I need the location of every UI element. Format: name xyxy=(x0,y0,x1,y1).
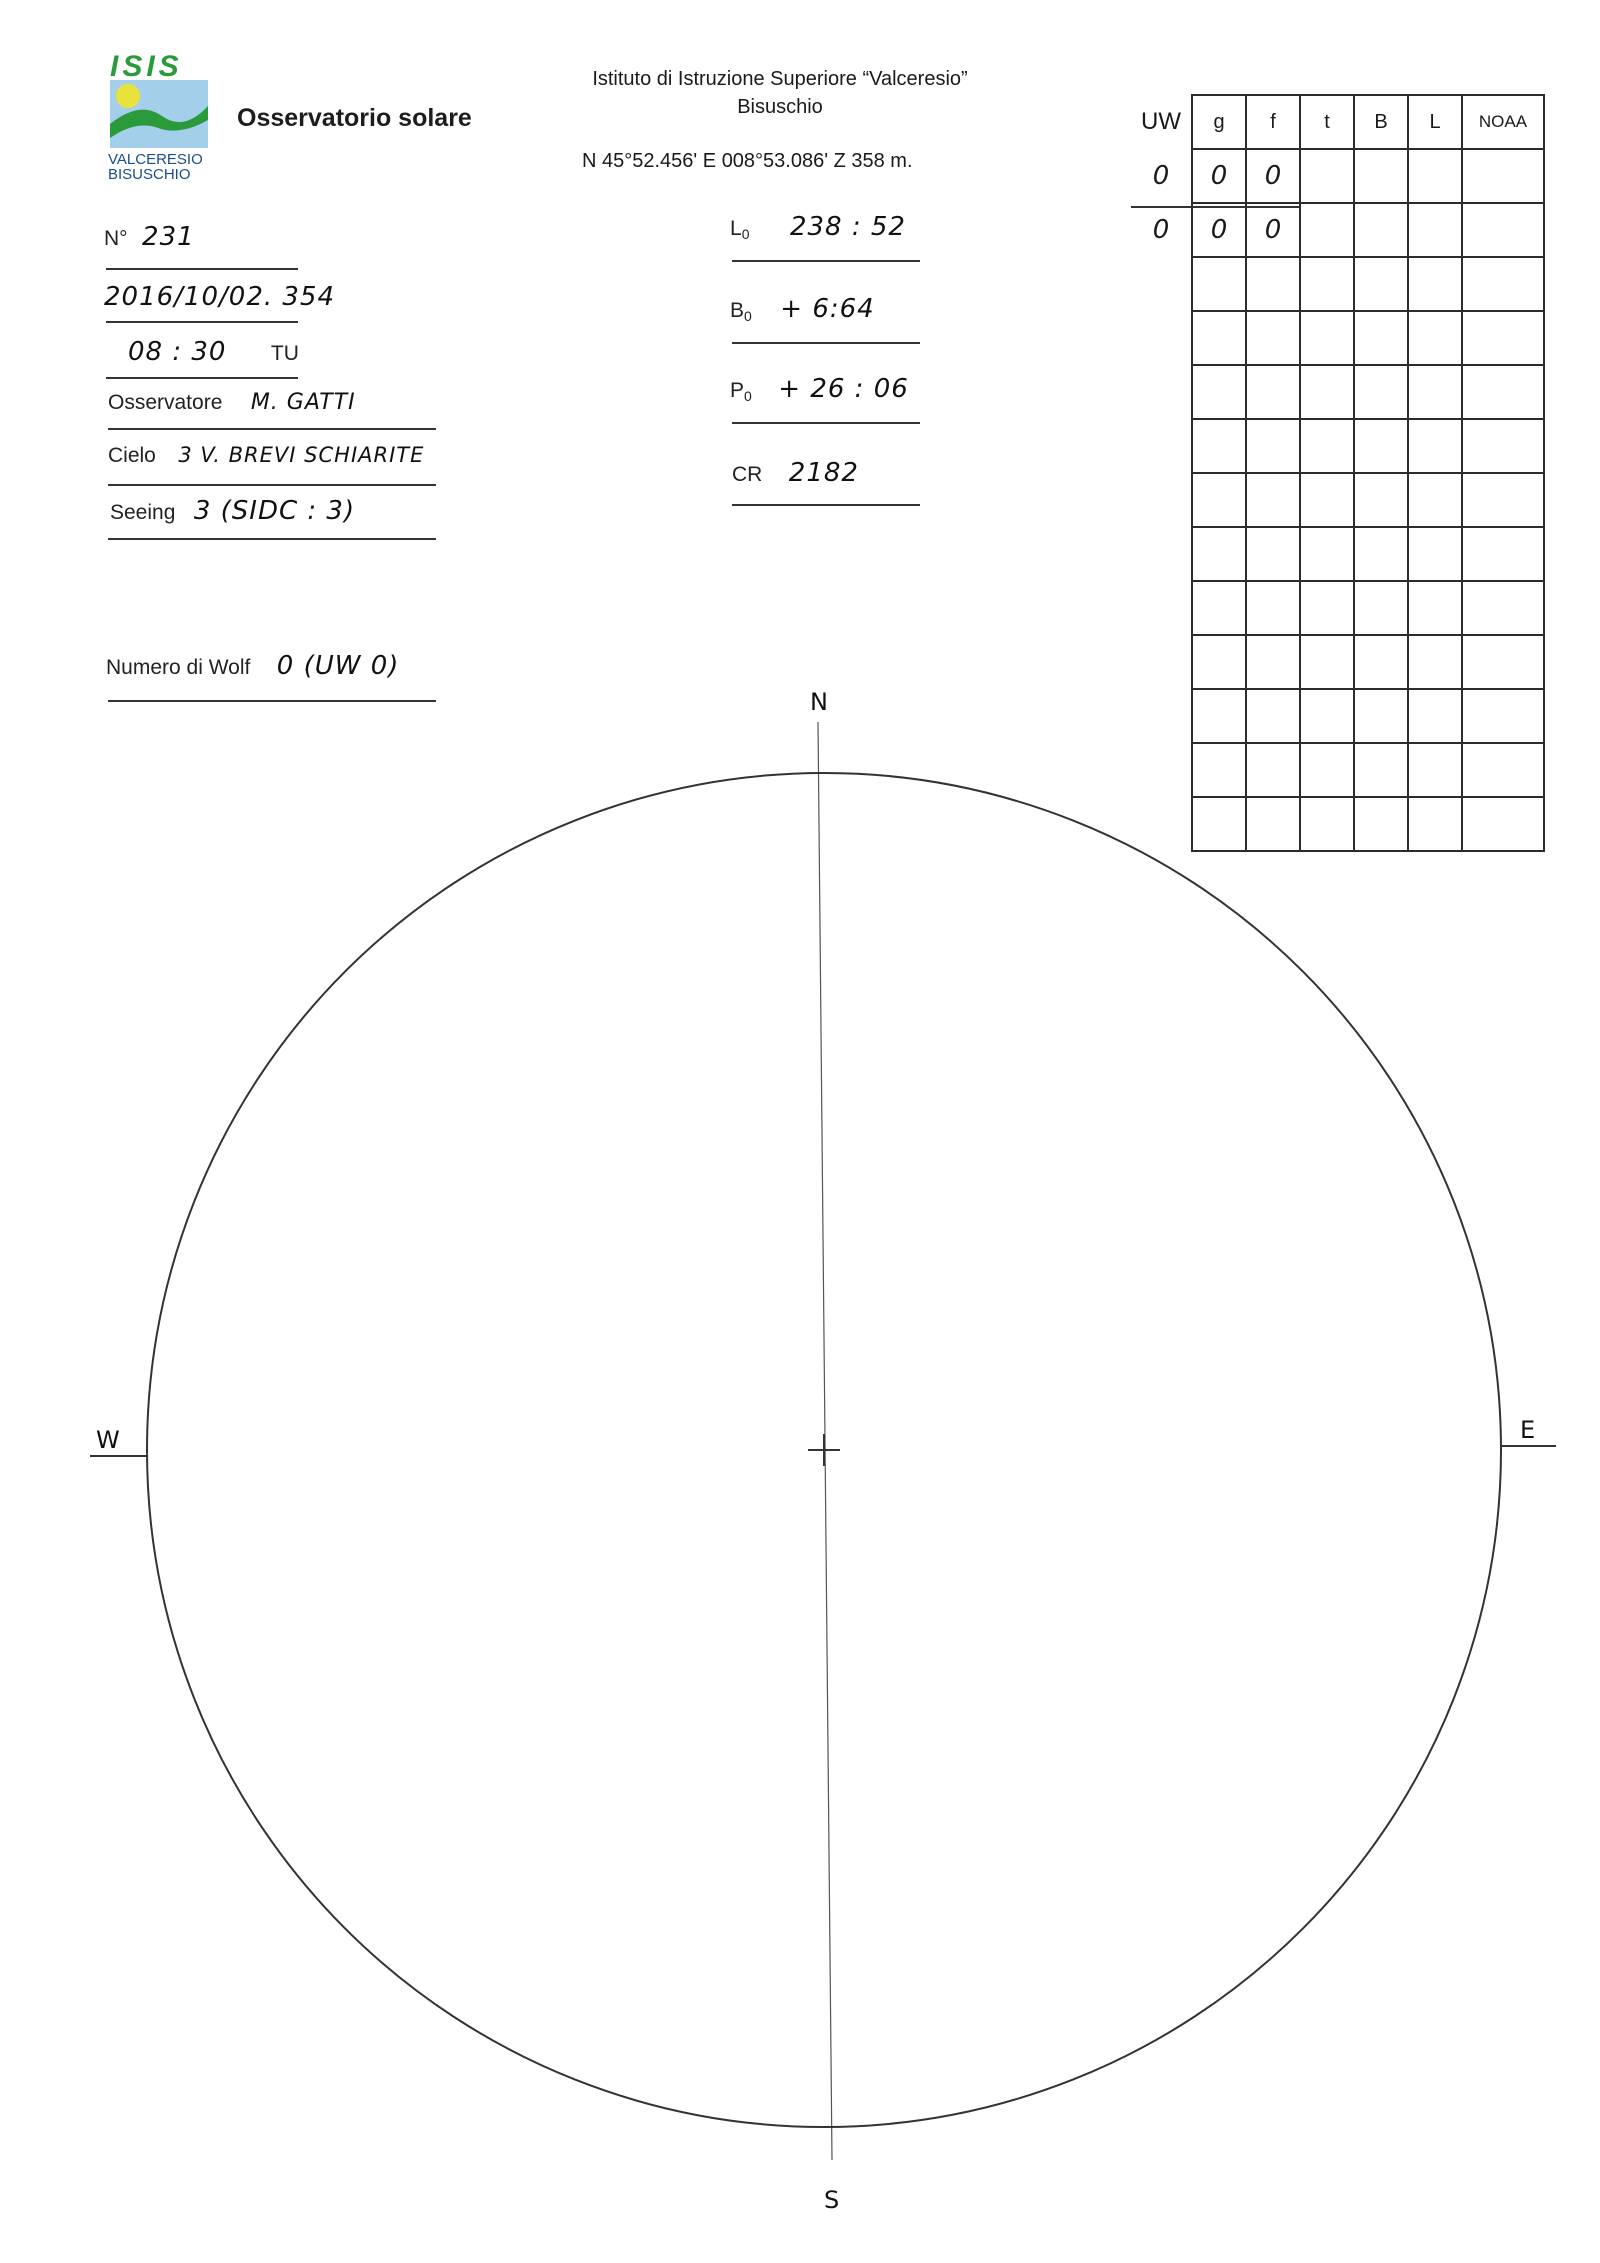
west-label: W xyxy=(96,1426,120,1454)
sky-label: Cielo xyxy=(108,444,156,467)
number-label: N° xyxy=(104,227,128,250)
p0-sub: 0 xyxy=(744,388,752,405)
b0-sub: 0 xyxy=(744,308,752,325)
table-cell-value: 0 xyxy=(1152,215,1170,245)
seeing-label: Seeing xyxy=(110,501,176,524)
observer-value: M. GATTI xyxy=(250,390,356,415)
seeing-value: 3 (SIDC : 3) xyxy=(193,496,356,526)
date-value: 2016/10/02. 354 xyxy=(104,282,336,312)
logo-caption-line2: BISUSCHIO xyxy=(108,166,191,183)
north-label: N xyxy=(810,688,828,716)
sky-value: 3 V. BREVI SCHIARITE xyxy=(178,443,425,467)
logo-text: ISIS xyxy=(110,50,183,83)
time-value: 08 : 30 xyxy=(128,337,227,367)
table-cell-value: 0 xyxy=(1210,161,1228,191)
b0-label: B xyxy=(730,299,745,322)
wolf-label: Numero di Wolf xyxy=(106,656,251,679)
p0-value: + 26 : 06 xyxy=(778,374,909,404)
wolf-value: 0 (UW 0) xyxy=(276,651,400,681)
table-header-t: t xyxy=(1300,95,1354,149)
l0-sub: 0 xyxy=(741,226,750,243)
site-coordinates: N 45°52.456' E 008°53.086' Z 358 m. xyxy=(582,150,913,172)
number-value: 231 xyxy=(142,222,195,252)
institute-town: Bisuschio xyxy=(737,96,823,118)
time-unit: TU xyxy=(270,342,299,365)
south-label: S xyxy=(824,2186,840,2214)
table-header-noaa: NOAA xyxy=(1462,95,1544,149)
table-header-g: g xyxy=(1192,95,1246,149)
observer-label: Osservatore xyxy=(108,391,223,414)
table-header-uw: UW xyxy=(1141,108,1181,135)
institute-name: Istituto di Istruzione Superiore “Valceresio” xyxy=(592,68,968,90)
table-header-b: B xyxy=(1354,95,1408,149)
l0-label: L xyxy=(730,217,742,240)
b0-value: + 6:64 xyxy=(780,294,875,324)
cr-label: CR xyxy=(732,463,763,486)
p0-label: P xyxy=(730,379,745,402)
table-cell-value: 0 xyxy=(1264,161,1282,191)
table-cell-value: 0 xyxy=(1152,161,1170,191)
table-header-l: L xyxy=(1408,95,1462,149)
cr-value: 2182 xyxy=(788,458,859,488)
table-cell-value: 0 xyxy=(1210,215,1228,245)
table-header-f: f xyxy=(1246,95,1300,149)
observatory-title: Osservatorio solare xyxy=(237,104,472,132)
l0-value: 238 : 52 xyxy=(789,212,906,242)
east-label: E xyxy=(1520,1416,1536,1444)
table-cell-value: 0 xyxy=(1264,215,1282,245)
logo-caption-line1: VALCERESIO xyxy=(108,151,203,168)
